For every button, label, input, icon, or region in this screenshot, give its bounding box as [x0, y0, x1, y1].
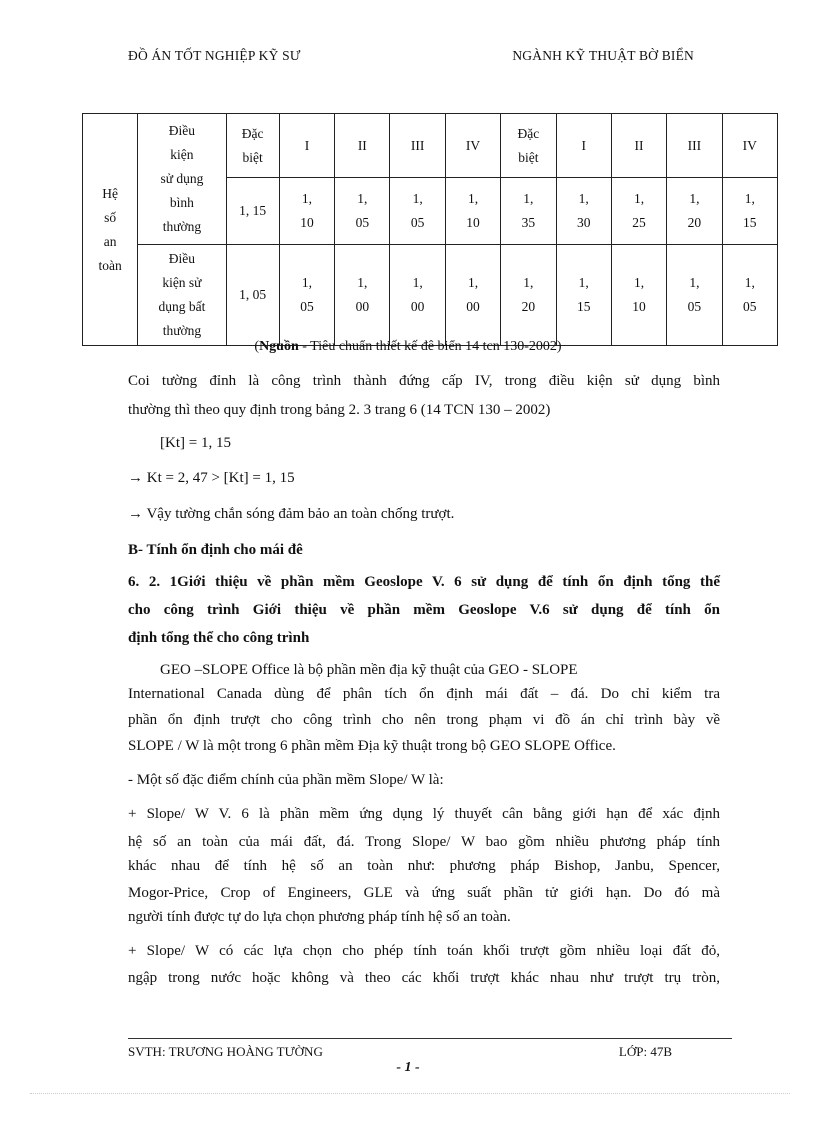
page-header: [128, 48, 694, 68]
subsection-heading: định tổng thể cho công trình: [128, 630, 310, 646]
list-item: + Slope/ W V. 6 là phần mềm ứng dụng lý thuyết cân bằng giới hạn để xác định: [128, 806, 720, 822]
table-cell: 1, 10: [445, 178, 500, 245]
paragraph-line: GEO –SLOPE Office là bộ phần mền địa kỹ thuật của GEO - SLOPE: [160, 662, 578, 678]
table-caption: (Nguồn - Tiêu chuẩn thiết kế đê biển 14 tcn 130-2002): [254, 339, 562, 354]
equation-comparison: → Kt = 2, 47 > [Kt] = 1, 15: [128, 470, 295, 486]
paragraph-line: người tính được tự do lựa chọn phương pháp tính hệ số an toàn.: [128, 909, 511, 925]
footer-class: LỚP: 47B: [618, 1044, 672, 1059]
list-item: - Một số đặc điểm chính của phần mềm Slope/ W là:: [128, 772, 444, 788]
paragraph-line: SLOPE / W là một trong 6 phần mềm Địa kỹ thuật trong bộ GEO SLOPE Office.: [128, 738, 616, 754]
table-cell: 1, 25: [611, 178, 666, 245]
header-grade-II-2: II: [611, 114, 666, 178]
equation-allowable: [Kt] = 1, 15: [160, 435, 231, 451]
table-cell: 1, 15: [226, 178, 279, 245]
header-left: ĐỒ ÁN TỐT NGHIỆP KỸ SƯ: [128, 48, 301, 63]
table-cell: 1, 00: [390, 245, 445, 346]
table-cell: 1, 05: [279, 245, 334, 346]
footer-divider: [128, 1038, 732, 1039]
abnormal-condition-cell: Điều kiện sử dụng bất thường: [138, 245, 226, 346]
caption-source-label: Nguồn: [259, 339, 299, 354]
paragraph-line: hệ số an toàn của mái đất, đá. Trong Slope/ W bao gồm nhiều phương pháp tính: [128, 834, 720, 850]
table-cell: 1, 35: [501, 178, 556, 245]
paragraph-line: phần ổn định trượt cho công trình cho nên trong phạm vi đồ án chỉ trình bày về: [128, 712, 720, 728]
header-grade-IV-2: IV: [722, 114, 777, 178]
section-heading-b: B- Tính ổn định cho mái đê: [128, 542, 303, 558]
table-cell: 1, 15: [722, 178, 777, 245]
header-grade-III-1: III: [390, 114, 445, 178]
normal-condition-cell: Điều kiện sử dụng bình thường: [138, 114, 226, 245]
table-cell: 1, 20: [667, 178, 722, 245]
table-cell: 1, 05: [335, 178, 390, 245]
table-cell: 1, 05: [390, 178, 445, 245]
header-grade-II-1: II: [335, 114, 390, 178]
page-number: - 1 -: [396, 1060, 420, 1075]
paragraph-line: International Canada dùng để phân tích ổn định mái đất – đá. Do chỉ kiểm tra: [128, 686, 720, 702]
header-dac-biet-1: Đặc biệt: [226, 114, 279, 178]
header-grade-III-2: III: [667, 114, 722, 178]
header-right: NGÀNH KỸ THUẬT BỜ BIỂN: [512, 48, 694, 63]
paragraph-line: ngập trong nước hoặc không và theo các khối trượt khác nhau như trượt trụ tròn,: [128, 970, 720, 986]
table-cell: 1, 10: [279, 178, 334, 245]
table-cell: 1, 00: [445, 245, 500, 346]
header-grade-I-1: I: [279, 114, 334, 178]
subsection-heading: 6. 2. 1Giới thiệu về phần mềm Geoslope V. 6 sử dụng để tính ổn định tổng thể: [128, 574, 720, 590]
paragraph-line: Mogor-Price, Crop of Engineers, GLE và ứng suất phần tử giới hạn. Do đó mà: [128, 885, 720, 901]
table-cell: 1, 05: [226, 245, 279, 346]
header-grade-IV-1: IV: [445, 114, 500, 178]
page-break-line: [30, 1093, 790, 1094]
table-cell: 1, 15: [556, 245, 611, 346]
table-cell: 1, 00: [335, 245, 390, 346]
subsection-heading: cho công trình Giới thiệu về phần mềm Geoslope V.6 sử dụng để tính ổn: [128, 602, 720, 618]
table-cell: 1, 10: [611, 245, 666, 346]
header-dac-biet-2: Đặc biệt: [501, 114, 556, 178]
table-cell: 1, 05: [722, 245, 777, 346]
table-cell: 1, 20: [501, 245, 556, 346]
table-cell: 1, 05: [667, 245, 722, 346]
list-item: + Slope/ W có các lựa chọn cho phép tính toán khối trượt gồm nhiều loại đất đỏ,: [128, 943, 720, 959]
footer-student: SVTH: TRƯƠNG HOÀNG TƯỜNG: [128, 1044, 323, 1059]
table-cell: 1, 30: [556, 178, 611, 245]
paragraph-line: thường thì theo quy định trong bảng 2. 3 trang 6 (14 TCN 130 – 2002): [128, 402, 551, 418]
paragraph-line: khác nhau để tính hệ số an toàn như: phương pháp Bishop, Janbu, Spencer,: [128, 858, 720, 874]
safety-factor-table: [82, 113, 778, 346]
conclusion-line: → Vậy tường chắn sóng đảm bảo an toàn chống trượt.: [128, 506, 455, 522]
header-grade-I-2: I: [556, 114, 611, 178]
row-label-cell: Hệ số an toàn: [83, 114, 138, 346]
paragraph-line: Coi tường đỉnh là công trình thành đứng cấp IV, trong điều kiện sử dụng bình: [128, 373, 720, 389]
